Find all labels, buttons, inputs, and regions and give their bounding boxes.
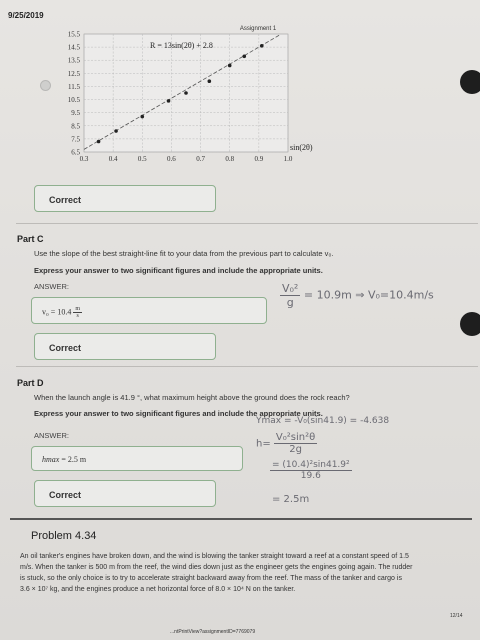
chart-svg <box>60 20 330 170</box>
y-tick-label: 6.5 <box>71 148 80 157</box>
answer-variable: v₀ <box>42 307 49 317</box>
problem-line: An oil tanker's engines have broken down, and the wind is blowing the tanker straight toward a reef at a constant speed of 1.5 <box>20 553 409 560</box>
divider <box>16 223 478 224</box>
hand-sub-numerator: = (10.4)²sin41.9² <box>272 460 350 470</box>
handwritten-h-formula <box>256 432 317 455</box>
part-b-status: Correct <box>49 195 82 205</box>
handwritten-ymax: Ymax = -V₀(sin41.9) = -4.638 <box>256 416 390 426</box>
answer-equals: = <box>50 307 56 317</box>
part-d-correct-box <box>34 480 216 507</box>
problem-line: m/s. When the tanker is 500 m from the reef, the wind dies down just as the engineer gets the engines going again. The rudder <box>20 564 413 571</box>
x-tick-label: 0.7 <box>196 155 205 163</box>
answer-unit <box>73 306 82 319</box>
part-c-answer-field[interactable] <box>31 297 267 324</box>
answer-value: 2.5 m <box>67 455 87 464</box>
part-d-answer-label: ANSWER: <box>34 431 70 440</box>
data-point <box>228 64 232 68</box>
x-tick-label: 0.4 <box>108 155 118 163</box>
y-tick-label: 14.5 <box>67 43 80 52</box>
binder-hole-top <box>460 70 480 94</box>
y-tick-label: 8.5 <box>71 122 80 131</box>
y-tick-label: 10.5 <box>67 96 80 105</box>
answer-variable: hmax <box>42 455 60 464</box>
part-d-title: Part D <box>17 378 44 388</box>
part-c-status: Correct <box>49 343 82 353</box>
data-point <box>242 54 246 58</box>
x-tick-label: 0.9 <box>254 155 264 163</box>
x-tick-label: 1.0 <box>283 155 293 163</box>
data-point <box>97 140 101 144</box>
hand-sub-denominator: 19.6 <box>300 471 321 481</box>
y-tick-label: 12.5 <box>67 69 80 78</box>
chart-title: Assignment 1 <box>239 26 277 32</box>
y-tick-label: 7.5 <box>71 135 80 144</box>
y-tick-label: 15.5 <box>67 30 80 39</box>
data-point <box>140 115 144 119</box>
problem-line: 3.6 × 10⁷ kg, and the engines produce a net horizontal force of 8.0 × 10⁴ N on the tanker. <box>20 586 296 593</box>
problem-text <box>20 551 460 595</box>
divider <box>16 366 478 367</box>
part-c-instruction: Express your answer to two significant figures and include the appropriate units. <box>34 266 323 275</box>
problem-title: Problem 4.34 <box>31 530 97 542</box>
fit-equation: R = 13sin(2θ) + 2.8 <box>150 41 213 50</box>
part-d-question: When the launch angle is 41.9 °, what maximum height above the ground does the rock reach? <box>34 393 350 402</box>
print-date: 9/25/2019 <box>8 11 44 20</box>
page-number: 12/14 <box>450 613 463 619</box>
handwritten-substitution <box>270 460 352 481</box>
data-point <box>167 99 171 103</box>
hand-h-label: h= <box>256 438 271 450</box>
hand-numerator: V₀² <box>282 282 299 295</box>
unit-denominator: s <box>76 313 79 319</box>
problem-line: is stuck, so the only choice is to try to accelerate straight backward away from the reef. The mass of the tanker and cargo is <box>20 575 402 582</box>
x-tick-label: 0.8 <box>225 155 235 163</box>
part-c-correct-box <box>34 333 216 360</box>
part-d-status: Correct <box>49 490 82 500</box>
data-point <box>208 79 212 83</box>
radio-button[interactable] <box>40 80 51 91</box>
part-c-title: Part C <box>17 234 44 244</box>
answer-value: 10.4 <box>57 307 72 317</box>
part-d-answer-field[interactable] <box>31 446 243 471</box>
answer-equals: = <box>61 455 66 464</box>
part-c-answer-label: ANSWER: <box>34 282 70 291</box>
hand-h-numerator: V₀²sin²θ <box>275 432 316 443</box>
hand-result: = 10.9m ⇒ V₀=10.4m/s <box>303 288 434 302</box>
handwritten-vo-calc <box>280 282 434 309</box>
data-point <box>260 44 264 48</box>
binder-hole-bottom <box>460 312 480 336</box>
part-d-instruction: Express your answer to two significant figures and include the appropriate units. <box>34 409 323 418</box>
part-c-question: Use the slope of the best straight-line fit to your data from the previous part to calculate v₀. <box>34 249 334 258</box>
hand-h-denominator: 2g <box>289 444 302 455</box>
unit-numerator: m <box>75 306 80 312</box>
x-tick-label: 0.5 <box>137 155 147 163</box>
data-point <box>184 91 188 95</box>
hand-denominator: g <box>286 296 294 309</box>
section-divider <box>10 518 472 520</box>
part-b-correct-box <box>34 185 216 212</box>
handwritten-result: = 2.5m <box>272 494 310 505</box>
print-url: ...ntPrintView?assignmentID=7769079 <box>170 629 256 635</box>
x-axis-label: sin(2θ) <box>290 143 313 152</box>
x-tick-label: 0.3 <box>79 155 89 163</box>
x-tick-label: 0.6 <box>167 155 176 163</box>
y-tick-label: 9.5 <box>71 109 80 118</box>
y-tick-label: 13.5 <box>67 56 80 65</box>
data-point <box>114 129 118 133</box>
scatter-chart <box>60 20 330 170</box>
y-tick-label: 11.5 <box>68 82 80 91</box>
